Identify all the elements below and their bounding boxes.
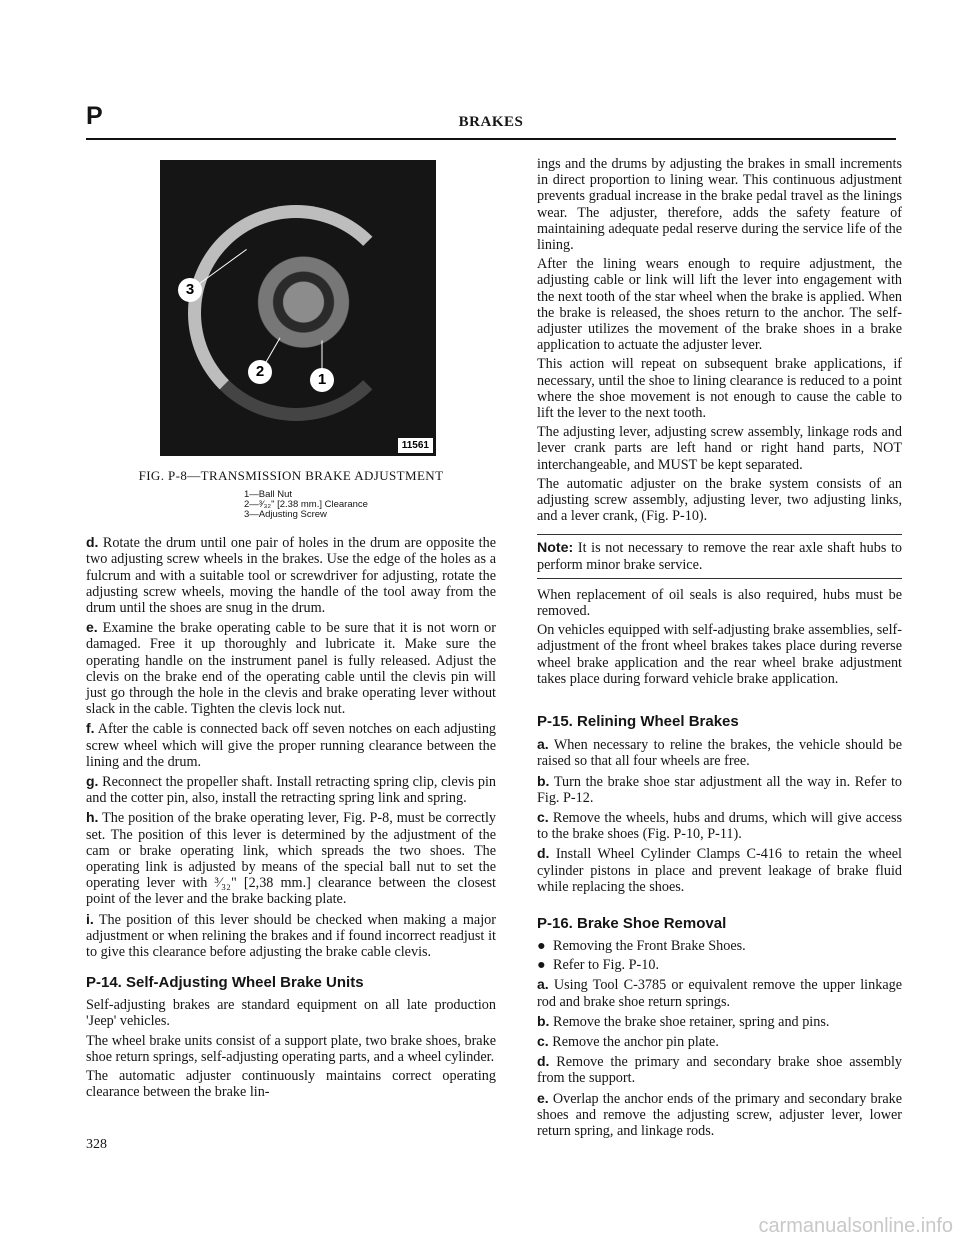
legend-item: 2—³⁄₃₂" [2.38 mm.] Clearance (244, 499, 368, 511)
watermark: carmanualsonline.info (758, 1215, 953, 1237)
legend-item: 3—Adjusting Screw (244, 509, 327, 521)
callout-2: 2 (248, 360, 272, 384)
paragraph: On vehicles equipped with self-adjusting brake assemblies, self-adjustment of the front wheel brakes takes place during reverse wheel brake application and the rear wheel brake adjustment takes place during forward vehicle brake application. (537, 622, 902, 687)
paragraph: Self-adjusting brakes are standard equipment on all late production 'Jeep' vehicles. (86, 997, 496, 1030)
figure-legend (244, 490, 496, 520)
note-box (537, 534, 902, 578)
section-heading-p14: P-14. Self-Adjusting Wheel Brake Units (86, 974, 364, 992)
figure-number: 11561 (398, 438, 433, 453)
step-c: c. Remove the wheels, hubs and drums, which will give access to the brake shoes (Fig. P-10, P-11). (537, 808, 903, 843)
callout-3: 3 (178, 278, 202, 302)
figure-caption: FIG. P-8—TRANSMISSION BRAKE ADJUSTMENT (138, 468, 444, 483)
right-column (537, 156, 902, 1142)
paragraph: This action will repeat on subsequent brake applications, if necessary, until the shoe to lining clearance is reduced to a point where the shoe movement is not enough to cause the cable to lift the lever to the next tooth. (537, 356, 902, 422)
note-label: Note: (537, 540, 574, 557)
brake-drum-ring (188, 205, 404, 421)
step-e: e. Overlap the anchor ends of the primary and secondary brake shoes and remove the adjusting screw, adjuster lever, lower return spring, and linkage rods. (537, 1089, 903, 1139)
section-letter: P (86, 102, 103, 130)
step-e: e. Examine the brake operating cable to be sure that it is not worn or damaged. Free it up thoroughly and lubricate it. Make sure the operating handle on the instrument panel is fully released. Adjust the clevis on the brake end of the operating cable until the clevis pin will just go through the hole in the clevis and brake operating lever without slack in the cable. Tighten the clevis lock nut. (86, 619, 496, 718)
callout-1: 1 (310, 368, 334, 392)
step-d: d. Rotate the drum until one pair of holes in the drum are opposite the two adjusting screw wheels in the brakes. Use the edge of the holes as a fulcrum and with a suitable tool or screwdriver for adjusting, rotate the adjusting screw wheels, moving the handle of the tool away from the drum until the shoes are snug in the drum. (86, 534, 496, 617)
note-text: It is not necessary to remove the rear axle shaft hubs to perform minor brake service. (537, 540, 903, 573)
paragraph: ings and the drums by adjusting the brakes in small increments in direct proportion to lining wear. This continuous adjustment prevents gradual increase in the brake pedal travel as the linings wear. The adjuster, therefore, adds the safety feature of maintaining adequate pedal reserve during the service life of the lining. (537, 156, 902, 254)
step-d: d. Install Wheel Cylinder Clamps C-416 to retain the wheel cylinder pistons in place and prevent leakage of brake fluid while replacing the shoes. (537, 845, 902, 895)
leader-line-1 (322, 341, 323, 369)
step-a: a. Using Tool C-3785 or equivalent remove the upper linkage rod and brake shoe return springs. (537, 976, 903, 1010)
left-column (86, 158, 496, 1104)
bullet-icon: ● (537, 937, 546, 954)
figure-photo (160, 160, 436, 456)
step-g: g. Reconnect the propeller shaft. Install retracting spring clip, clevis pin and the cotter pin, also, install the retracting spring link and spring. (86, 773, 496, 807)
step-a: a. When necessary to reline the brakes, the vehicle should be raised so that all four wheels are free. (537, 736, 902, 770)
legend-item: 1—Ball Nut (244, 489, 293, 501)
bullet-item: ● Refer to Fig. P-10. (537, 957, 660, 974)
step-c: c. Remove the anchor pin plate. (537, 1032, 719, 1050)
paragraph: After the lining wears enough to require adjustment, the adjusting cable or link will lift the lever into engagement with the next tooth of the star wheel when the brake is applied. When the brake is released, the shoes return to the anchor. The self-adjuster utilizes the movement of the brake shoes in a brake application to actuate the adjuster lever. (537, 256, 902, 354)
step-f: f. After the cable is connected back off seven notches on each adjusting screw wheel which will give the proper running clearance between the lining and the drum. (86, 720, 497, 770)
page-header (86, 102, 896, 140)
step-b: b. Turn the brake shoe star adjustment all the way in. Refer to Fig. P-12. (537, 772, 902, 806)
page-title: BRAKES (458, 114, 524, 130)
section-heading-p16: P-16. Brake Shoe Removal (537, 914, 727, 932)
section-heading-p15: P-15. Relining Wheel Brakes (537, 713, 739, 731)
step-d: d. Remove the primary and secondary brake shoe assembly from the support. (537, 1053, 902, 1087)
step-h: h. The position of the brake operating lever, Fig. P-8, must be correctly set. The position of this lever is determined by the adjustment of the cam or brake operating link, which spreads the two shoes. The operating link is adjusted by means of the special ball nut to set the operating lever with ³⁄₃₂" [2,38 mm.] clearance between the closest point of the lever and the brake backing plate. (86, 809, 496, 908)
paragraph: When replacement of oil seals is also required, hubs must be removed. (537, 586, 902, 620)
paragraph: The wheel brake units consist of a support plate, two brake shoes, brake shoe return springs, self-adjusting operating parts, and a wheel cylinder. (86, 1032, 496, 1065)
bullet-icon: ● (537, 957, 546, 974)
bullet-item: ● Removing the Front Brake Shoes. (537, 937, 746, 954)
step-b: b. Remove the brake shoe retainer, spring and pins. (537, 1012, 830, 1030)
paragraph: The adjusting lever, adjusting screw assembly, linkage rods and lever crank parts are left hand or right hand parts, NOT interchangeable, and MUST be kept separated. (537, 424, 902, 473)
paragraph: The automatic adjuster on the brake system consists of an adjusting screw assembly, adjusting lever, two adjusting links, and a lever crank, (Fig. P-10). (537, 475, 902, 525)
page-number: 328 (86, 1137, 107, 1152)
paragraph: The automatic adjuster continuously maintains correct operating clearance between the brake lin- (86, 1068, 496, 1101)
step-i: i. The position of this lever should be checked when making a major adjustment or when relining the brakes and if found incorrect readjust it to give this clearance before adjusting the brake cable clevis. (86, 910, 496, 961)
